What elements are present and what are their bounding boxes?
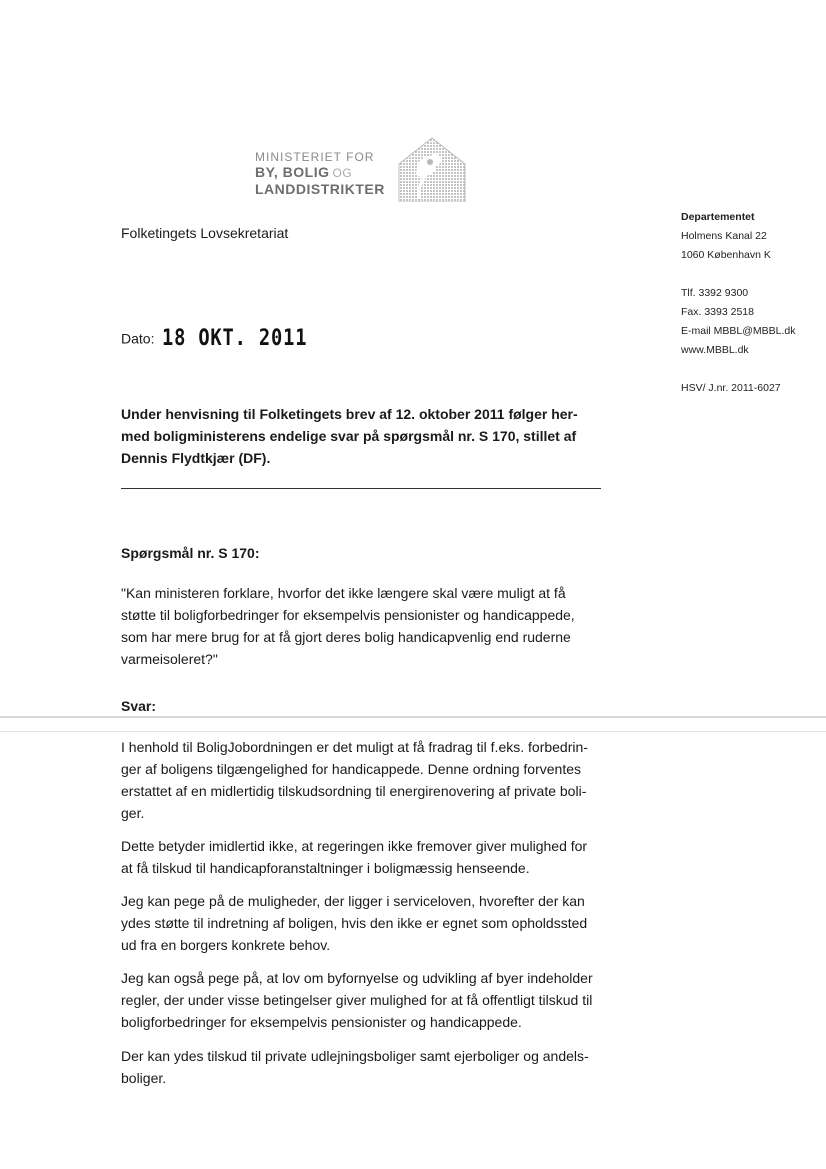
reference-number: HSV/ J.nr. 2011-6027 <box>681 382 781 394</box>
question-line: som har mere brug for at få gjort deres bolig handicapvenlig end ruderne <box>121 629 571 645</box>
logo-line-1: MINISTERIET FOR <box>255 150 375 164</box>
logo-line-2-main: BY, BOLIG <box>255 164 330 180</box>
intro-line: Dennis Flydtkjær (DF). <box>121 450 271 466</box>
question-text <box>121 582 597 670</box>
question-line: "Kan ministeren forklare, hvorfor det ikke længere skal være muligt at få <box>121 585 566 601</box>
logo-line-3: LANDDISTRIKTER <box>255 181 385 197</box>
answer-line: ydes støtte til indretning af boligen, hvis den ikke er egnet som opholdssted <box>121 915 588 931</box>
answer-paragraph-2 <box>121 835 597 879</box>
fax: Fax. 3393 2518 <box>681 306 754 318</box>
answer-heading: Svar: <box>121 698 157 714</box>
date-label: Dato: <box>121 330 155 347</box>
separator-line <box>121 488 601 489</box>
answer-line: boliger. <box>121 1070 167 1086</box>
question-line: støtte til boligforbedringer for eksempelvis pensionister og handicappede, <box>121 607 575 623</box>
answer-line: erstattet af en midlertidig tilskudsordning til energirenovering af private boli- <box>121 783 587 799</box>
website: www.MBBL.dk <box>681 344 749 356</box>
intro-line: med boligministerens endelige svar på spørgsmål nr. S 170, stillet af <box>121 428 577 444</box>
logo-line-2-og: OG <box>332 166 353 180</box>
address-line-1: Holmens Kanal 22 <box>681 230 767 242</box>
answer-line: ger. <box>121 805 145 821</box>
department-name: Departementet <box>681 211 755 223</box>
question-line: varmeisoleret?" <box>121 651 218 667</box>
recipient: Folketingets Lovsekretariat <box>121 225 289 241</box>
email: E-mail MBBL@MBBL.dk <box>681 325 796 337</box>
scan-artifact <box>0 731 826 732</box>
answer-paragraph-1 <box>121 736 597 824</box>
scan-artifact <box>0 716 826 718</box>
answer-line: regler, der under visse betingelser giver mulighed for at få offentligt tilskud til <box>121 992 593 1008</box>
answer-line: Jeg kan også pege på, at lov om byfornyelse og udvikling af byer indeholder <box>121 970 593 986</box>
house-emblem-icon <box>397 136 467 202</box>
date-stamp: 18 OKT. 2011 <box>162 326 308 351</box>
ministry-logo <box>255 136 470 202</box>
question-heading: Spørgsmål nr. S 170: <box>121 545 260 561</box>
answer-line: at få tilskud til handicapforanstaltninger i boligmæssig henseende. <box>121 860 530 876</box>
phone: Tlf. 3392 9300 <box>681 287 749 299</box>
answer-paragraph-4 <box>121 967 597 1033</box>
answer-line: ud fra en borgers konkrete behov. <box>121 937 331 953</box>
answer-line: Jeg kan pege på de muligheder, der ligger i serviceloven, hvorefter der kan <box>121 893 585 909</box>
intro-line: Under henvisning til Folketingets brev af 12. oktober 2011 følger her- <box>121 406 578 422</box>
sender-info <box>681 208 821 398</box>
answer-line: Dette betyder imidlertid ikke, at regeringen ikke fremover giver mulighed for <box>121 838 588 854</box>
answer-line: boligforbedringer for eksempelvis pensionister og handicappede. <box>121 1014 522 1030</box>
answer-line: Der kan ydes tilskud til private udlejningsboliger samt ejerboliger og andels- <box>121 1048 589 1064</box>
date-line <box>121 326 333 351</box>
intro-text <box>121 403 599 469</box>
answer-line: ger af boligens tilgængelighed for handicappede. Denne ordning forventes <box>121 761 581 777</box>
logo-text <box>255 150 397 197</box>
address-line-2: 1060 København K <box>681 249 771 261</box>
answer-line: I henhold til BoligJobordningen er det muligt at få fradrag til f.eks. forbedrin- <box>121 739 588 755</box>
answer-paragraph-3 <box>121 890 597 956</box>
answer-paragraph-5 <box>121 1045 597 1089</box>
logo-line-2 <box>255 164 397 181</box>
